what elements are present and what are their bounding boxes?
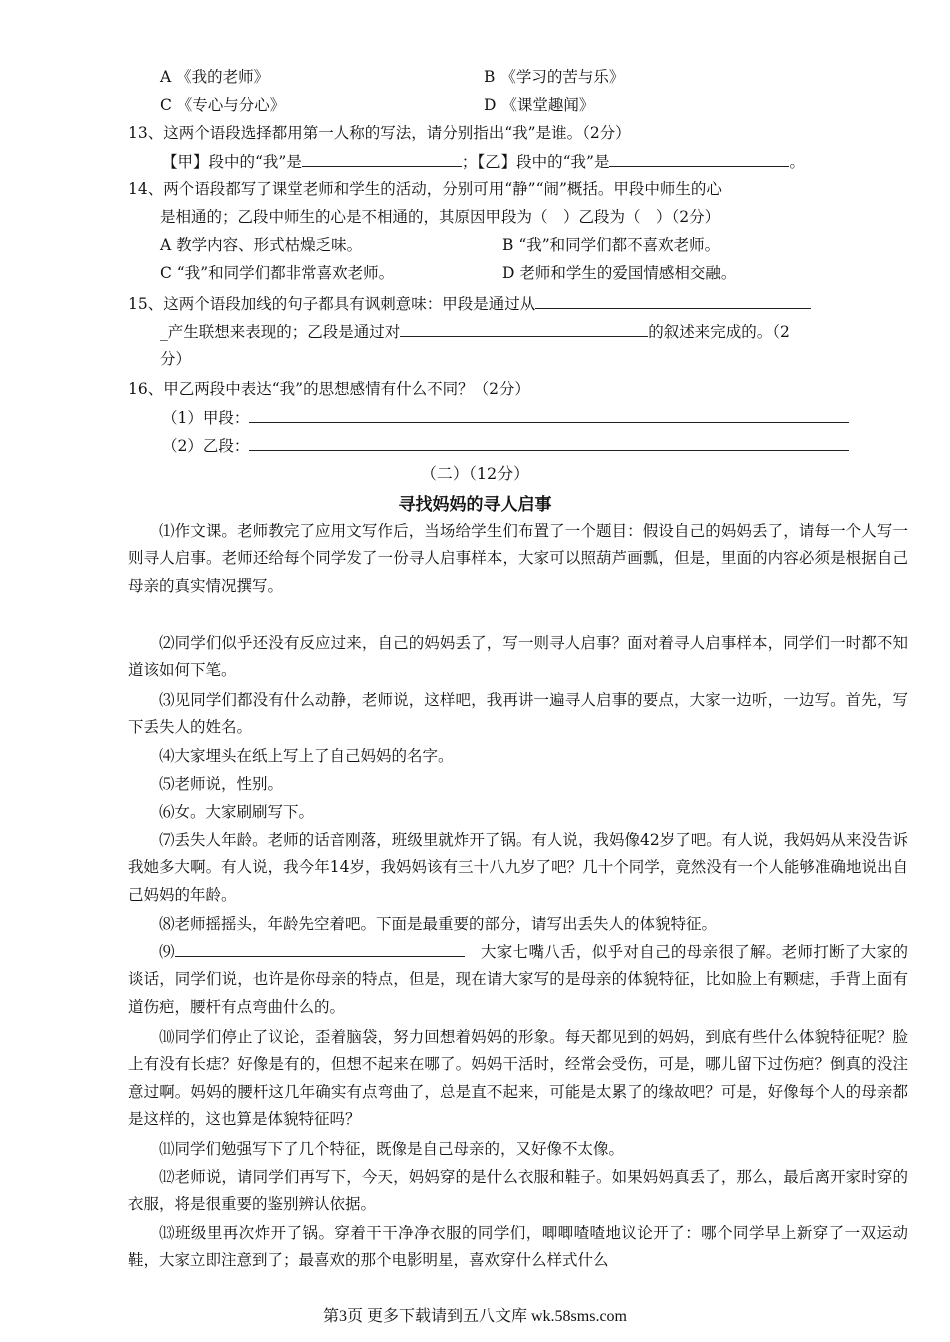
q15-blank1[interactable] <box>535 292 811 309</box>
paragraph-9-text: 大家七嘴八舌，似乎对自己的母亲很了解。老师打断了大家的谈话，同学们说，也许是你母亲的特点，但是，现在请大家写的是母亲的体貌特征，比如脸上有颗痣，手背上面有道伤疤，腰杆有点弯曲什么的。 <box>128 943 908 1016</box>
section-heading: （二）（12分） <box>420 464 530 483</box>
q13-yi-label: 【乙】段中的“我”是 <box>477 153 610 171</box>
paragraph-9 <box>128 939 908 1021</box>
q12-option-b: B 《学习的苦与乐》 <box>484 68 625 86</box>
q13-answer-line <box>162 150 805 173</box>
q13-jia-label: 【甲】段中的“我”是 <box>162 153 302 171</box>
q12-option-d: D 《课堂趣闻》 <box>484 96 595 114</box>
paragraph-9-blank[interactable] <box>175 940 465 957</box>
q16-answer2-label: （2）乙段： <box>162 437 250 455</box>
paragraph-4: ⑷大家埋头在纸上写上了自己妈妈的名字。 <box>159 747 454 765</box>
paragraph-13: ⒀班级里再次炸开了锅。穿着干干净净衣服的同学们，唧唧喳喳地议论开了：哪个同学早上新穿了一双运动鞋，大家立即注意到了；最喜欢的那个电影明星，喜欢穿什么样式什么 <box>128 1224 908 1270</box>
q16-stem: 16、甲乙两段中表达“我”的思想感情有什么不同？（2分） <box>128 380 530 398</box>
paragraph-12: ⑿老师说，请同学们再写下，今天，妈妈穿的是什么衣服和鞋子。如果妈妈真丢了，那么，最后离开家时穿的衣服，将是很重要的鉴别辨认依据。 <box>128 1168 908 1214</box>
paragraph-5: ⑸老师说，性别。 <box>159 775 284 793</box>
q15-part2: _产生联想来表现的；乙段是通过对 <box>160 323 401 341</box>
q15-line3: 分） <box>160 350 192 368</box>
page-footer: 第3页 更多下载请到五八文库 wk.58sms.com <box>322 1308 627 1325</box>
paragraph-8: ⑻老师摇摇头，年龄先空着吧。下面是最重要的部分，请写出丢失人的体貌特征。 <box>159 915 718 933</box>
q14-option-a: A 教学内容、形式枯燥乏味。 <box>160 236 363 254</box>
q15-part1: 15、这两个语段加线的句子都具有讽刺意味：甲段是通过从 <box>128 295 536 313</box>
paragraph-10: ⑽同学们停止了议论，歪着脑袋，努力回想着妈妈的形象。每天都见到的妈妈，到底有些什么体貌特征呢？脸上有没有长痣？好像是有的，但想不起来在哪了。妈妈干活时，经常会受伤，可是，哪儿留下过伤疤？倒真的没注意过啊。妈妈的腰杆这几年确实有点弯曲了，总是直不起来，可能是太累了的缘故吧？可是，好像每个人的母亲都是这样的，这也算是体貌特征吗？ <box>128 1028 908 1128</box>
q13-jia-blank[interactable] <box>302 150 462 167</box>
paragraph-2: ⑵同学们似乎还没有反应过来，自己的妈妈丢了，写一则寻人启事？面对着寻人启事样本，同学们一时都不知道该如何下笔。 <box>128 634 908 680</box>
q16-answer2-line <box>162 434 849 457</box>
q15-blank2[interactable] <box>400 320 648 337</box>
q12-option-a: A 《我的老师》 <box>160 68 270 86</box>
paragraph-7: ⑺丢失人年龄。老师的话音刚落，班级里就炸开了锅。有人说，我妈像42岁了吧。有人说，我妈妈从来没告诉我她多大啊。有人说，我今年14岁，我妈妈该有三十八九岁了吧？几十个同学，竟然没有一个人能够准确地说出自己妈妈的年龄。 <box>128 831 908 904</box>
q13-separator: ； <box>461 153 478 171</box>
q15-line1 <box>128 292 811 315</box>
q15-line2 <box>160 320 790 343</box>
q14-stem-line2: 是相通的；乙段中师生的心是不相通的，其原因甲段为（ ）乙段为（ ）（2分） <box>160 208 721 226</box>
q13-stem: 13、这两个语段选择都用第一人称的写法，请分别指出“我”是谁。（2分） <box>128 124 631 142</box>
q16-answer2-blank[interactable] <box>249 434 849 451</box>
q14-stem-line1: 14、两个语段都写了课堂老师和学生的活动，分别可用“静”“闹”概括。甲段中师生的心 <box>128 180 722 198</box>
q14-option-c: C “我”和同学们都非常喜欢老师。 <box>160 264 395 282</box>
q16-answer1-label: （1）甲段： <box>162 409 250 427</box>
paragraph-6: ⑹女。大家刷刷写下。 <box>159 803 315 821</box>
q13-end: 。 <box>789 153 805 171</box>
q14-option-d: D 老师和学生的爱国情感相交融。 <box>502 264 737 282</box>
q16-answer1-line <box>162 406 849 429</box>
paragraph-9-number: ⑼ <box>159 943 175 961</box>
paragraph-1: ⑴作文课。老师教完了应用文写作后，当场给学生们布置了一个题目：假设自己的妈妈丢了，请每一个人写一则寻人启事。老师还给每个同学发了一份寻人启事样本，大家可以照葫芦画瓢，但是，里面的内容必须是根据自己母亲的真实情况撰写。 <box>128 522 908 595</box>
paragraph-11: ⑾同学们勉强写下了几个特征，既像是自己母亲的，又好像不太像。 <box>159 1140 625 1158</box>
q14-option-b: B “我”和同学们都不喜欢老师。 <box>502 236 721 254</box>
q16-answer1-blank[interactable] <box>249 406 849 423</box>
q15-part3: 的叙述来完成的。（2 <box>648 323 790 341</box>
article-title: 寻找妈妈的寻人启事 <box>398 495 552 515</box>
paragraph-3: ⑶见同学们都没有什么动静，老师说，这样吧，我再讲一遍寻人启事的要点，大家一边听，一边写。首先，写下丢失人的姓名。 <box>128 691 908 737</box>
q12-option-c: C 《专心与分心》 <box>160 96 286 114</box>
q13-yi-blank[interactable] <box>609 150 789 167</box>
